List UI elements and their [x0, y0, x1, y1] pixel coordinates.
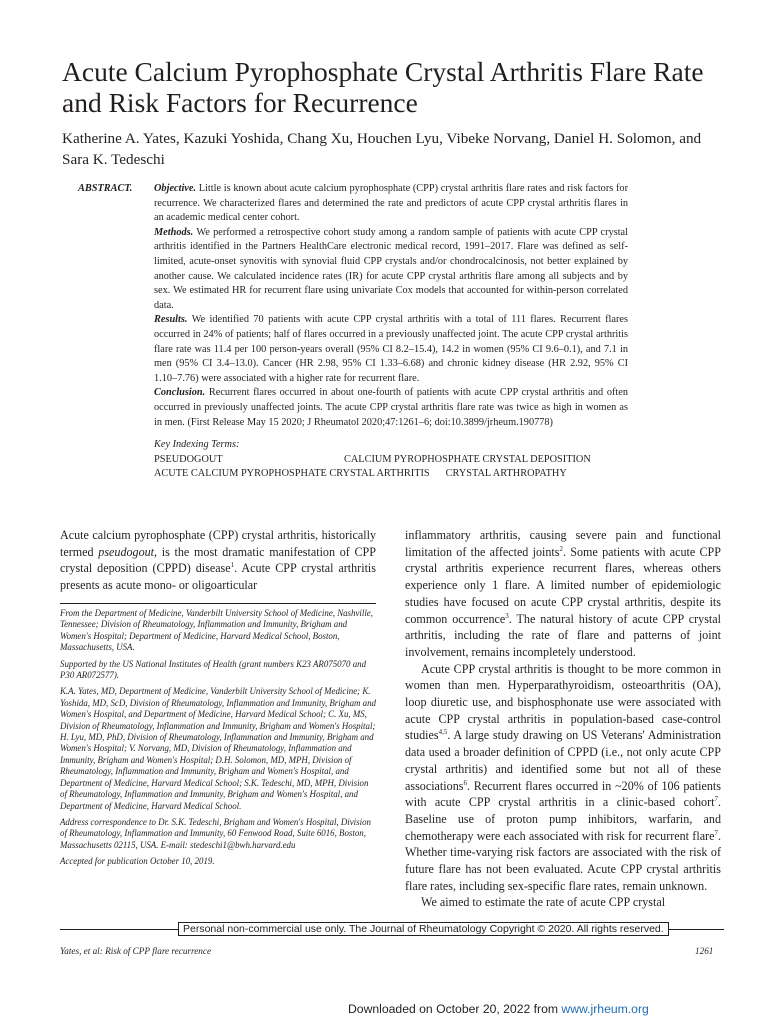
page-number: 1261	[695, 946, 714, 956]
intro-text: . Recurrent flares occurred in ~20% of 106 patients with acute CPP crystal arthritis in a clinic-based cohort	[405, 778, 721, 810]
citation-ref[interactable]: 6	[463, 778, 467, 787]
conclusion-text: Recurrent flares occurred in about one-fourth of patients with acute CPP crystal arthritis and often occurred in previously unaffected joints. The acute CPP crystal arthritis flare rate was twice as high in women as in men. (First Release May 15 2020; J Rheumatol 2020;47:1261–6; doi:10.3899/jrheum.190778)	[154, 387, 628, 428]
author-details-note: K.A. Yates, MD, Department of Medicine, Vanderbilt University School of Medicine; K. Yoshida, MD, ScD, Division of Rheumatology, Inflammation and Immunity, Brigham and Women's Hospital, and Department of Medicine, Harvard Medical School; C. Xu, MS, Division of Rheumatology, Inflammation and Immunity, Brigham and Women's Hospital; H. Lyu, MD, PhD, Division of Rheumatology, Inflammation and Immunity, Brigham and Women's Hospital; V. Norvang, MD, Division of Rheumatology, Inflammation and Immunity, Brigham and Women's Hospital; D.H. Solomon, MD, MPH, Division of Rheumatology, Inflammation and Immunity, Brigham and Women's Hospital, and Department of Medicine, Harvard Medical School; S.K. Tedeschi, MD, MPH, Division of Rheumatology, Inflammation and Immunity, Brigham and Women's Hospital, and Department of Medicine, Harvard Medical School.	[60, 686, 376, 811]
intro-paragraph	[405, 661, 721, 895]
intro-text: . Whether time-varying risk factors are associated with the risk of future flare has not been evaluated. Acute CPP crystal arthritis flare rates, including sex-specific flare rates, remain unknown.	[405, 828, 721, 893]
key-term: CALCIUM PYROPHOSPHATE CRYSTAL DEPOSITION	[344, 453, 591, 465]
conclusion-heading: Conclusion.	[154, 387, 206, 399]
intro-text: . Acute CPP crystal arthritis presents as acute mono- or oligoarticular	[60, 561, 376, 593]
intro-text: Acute calcium pyrophosphate (CPP) crystal arthritis, historically termed	[60, 528, 376, 559]
intro-text: . The natural history of acute CPP crystal arthritis, including the rate of flare and patterns of joint involvement, remains incompletely understood.	[405, 611, 721, 659]
copyright-notice: Personal non-commercial use only. The Journal of Rheumatology Copyright © 2020. All rights reserved.	[178, 922, 669, 936]
download-notice	[348, 1002, 649, 1016]
intro-text: Acute CPP crystal arthritis is thought to be more common in women than men. Hyperparathyroidism, osteoarthritis (OA), loop diuretic use, and bisphosphonate use were associated with acute CPP crystal arthritis in population-based case-control studies	[405, 661, 721, 743]
abstract-methods	[154, 226, 628, 314]
citation-ref[interactable]: 7	[714, 828, 718, 837]
intro-text: , is the most dramatic manifestation of CPP crystal deposition (CPPD) disease	[60, 544, 376, 576]
intro-paragraph	[405, 527, 721, 661]
footnote-rule	[60, 603, 376, 604]
intro-paragraph	[60, 527, 376, 594]
abstract	[78, 182, 628, 482]
abstract-results	[154, 313, 628, 386]
article-title: Acute Calcium Pyrophosphate Crystal Arthritis Flare Rate and Risk Factors for Recurrence	[62, 56, 704, 118]
key-term: ACUTE CALCIUM PYROPHOSPHATE CRYSTAL ARTHRITIS	[154, 468, 430, 480]
results-text: We identified 70 patients with acute CPP crystal arthritis with a total of 111 flares. Recurrent flares occurred in 24% of patients; half of flares occurred in a previously unaffected joint. The acute CPP crystal arthritis flare rate was 11.4 per 100 person-years overall (95% CI 8.2–15.4), 14.2 in women (95% CI 9.6–0.1), and 7.1 in men (95% CI 3.4–13.0). Cancer (HR 2.98, 95% CI 1.33–6.68) and chronic kidney disease (HR 2.92, 95% CI 1.10–7.76) were associated with a higher rate for recurrent flare.	[154, 314, 628, 384]
download-text: Downloaded on October 20, 2022 from	[348, 1002, 562, 1016]
pseudogout-term: pseudogout	[98, 544, 155, 559]
citation-ref[interactable]: 4,5	[438, 728, 448, 737]
objective-text: Little is known about acute calcium pyrophosphate (CPP) crystal arthritis flare rates and risk factors for recurrence. We characterized flares and determined the rate and predictors of acute CPP crystal arthritis flares in an academic medical center cohort.	[154, 183, 628, 224]
copyright-banner	[60, 922, 724, 936]
intro-text: . Baseline use of proton pump inhibitors, warfarin, and chemotherapy were each associated with risk for recurrent flare	[405, 795, 721, 843]
key-term: PSEUDOGOUT	[154, 453, 223, 465]
intro-left-column	[60, 527, 376, 594]
key-term: CRYSTAL ARTHROPATHY	[445, 468, 567, 480]
correspondence-note: Address correspondence to Dr. S.K. Tedeschi, Brigham and Women's Hospital, Division of Rheumatology, Inflammation and Immunity, 60 Fenwood Road, Suite 6016, Boston, Massachusetts 02115, USA. E-mail: stedeschi1@bwh.harvard.edu	[60, 816, 371, 850]
objective-heading: Objective.	[154, 183, 197, 194]
results-heading: Results.	[154, 314, 188, 326]
abstract-label: ABSTRACT.	[78, 183, 133, 194]
intro-text: inflammatory arthritis, causing severe pain and functional limitation of the affected joints	[405, 528, 721, 559]
key-indexing-heading: Key Indexing Terms:	[154, 439, 240, 451]
citation-ref[interactable]: 2	[559, 544, 563, 553]
methods-heading: Methods.	[154, 226, 194, 238]
funding-note: Supported by the US National Institutes of Health (grant numbers K23 AR075070 and P30 AR072577).	[60, 658, 367, 681]
intro-right-column	[405, 527, 721, 911]
intro-text: . A large study drawing on US Veterans' Administration data used a broader definition of CPPD (i.e., not only acute CPP crystal arthritis) and identified some but not all of these associations	[405, 728, 721, 793]
accepted-note: Accepted for publication October 10, 2019.	[60, 856, 215, 867]
intro-text: . Some patients with acute CPP crystal arthritis experience recurrent flares, whereas others experience only 1 flare. A limited number of epidemiologic studies have focused on acute CPP crystal arthritis, despite its common occurrence	[405, 544, 721, 626]
methods-text: We performed a retrospective cohort study among a random sample of patients with acute CPP crystal arthritis identified in the Partners HealthCare electronic medical record, 1991–2017. Flare was defined as self-limited, acute-onset synovitis with synovial fluid CPP crystals and/or chondrocalcinosis, not better explained by another cause. We calculated incidence rates (IR) for acute CPP crystal arthritis flare among all subjects and by sex. We estimated HR for recurrent flare using univariate Cox models that accounted for within-person correlated data.	[154, 226, 628, 311]
key-indexing-terms	[154, 438, 628, 482]
author-notes	[60, 608, 376, 873]
intro-paragraph: We aimed to estimate the rate of acute CPP crystal	[421, 895, 666, 910]
citation-ref[interactable]: 3	[505, 611, 509, 620]
journal-link[interactable]: www.jrheum.org	[561, 1002, 649, 1016]
running-head: Yates, et al: Risk of CPP flare recurrence	[60, 946, 212, 956]
affiliation-note: From the Department of Medicine, Vanderbilt University School of Medicine, Nashville, Tennessee; Division of Rheumatology, Inflammation and Immunity, Brigham and Women's Hospital; Department of Medicine, Harvard Medical School, Boston, Massachusetts, USA.	[60, 608, 373, 653]
citation-ref[interactable]: 7	[714, 795, 718, 804]
abstract-objective	[154, 182, 628, 226]
citation-ref[interactable]: 1	[230, 561, 235, 570]
abstract-conclusion	[154, 386, 628, 430]
author-list: Katherine A. Yates, Kazuki Yoshida, Chang Xu, Houchen Lyu, Vibeke Norvang, Daniel H. Solomon, and Sara K. Tedeschi	[62, 130, 702, 168]
